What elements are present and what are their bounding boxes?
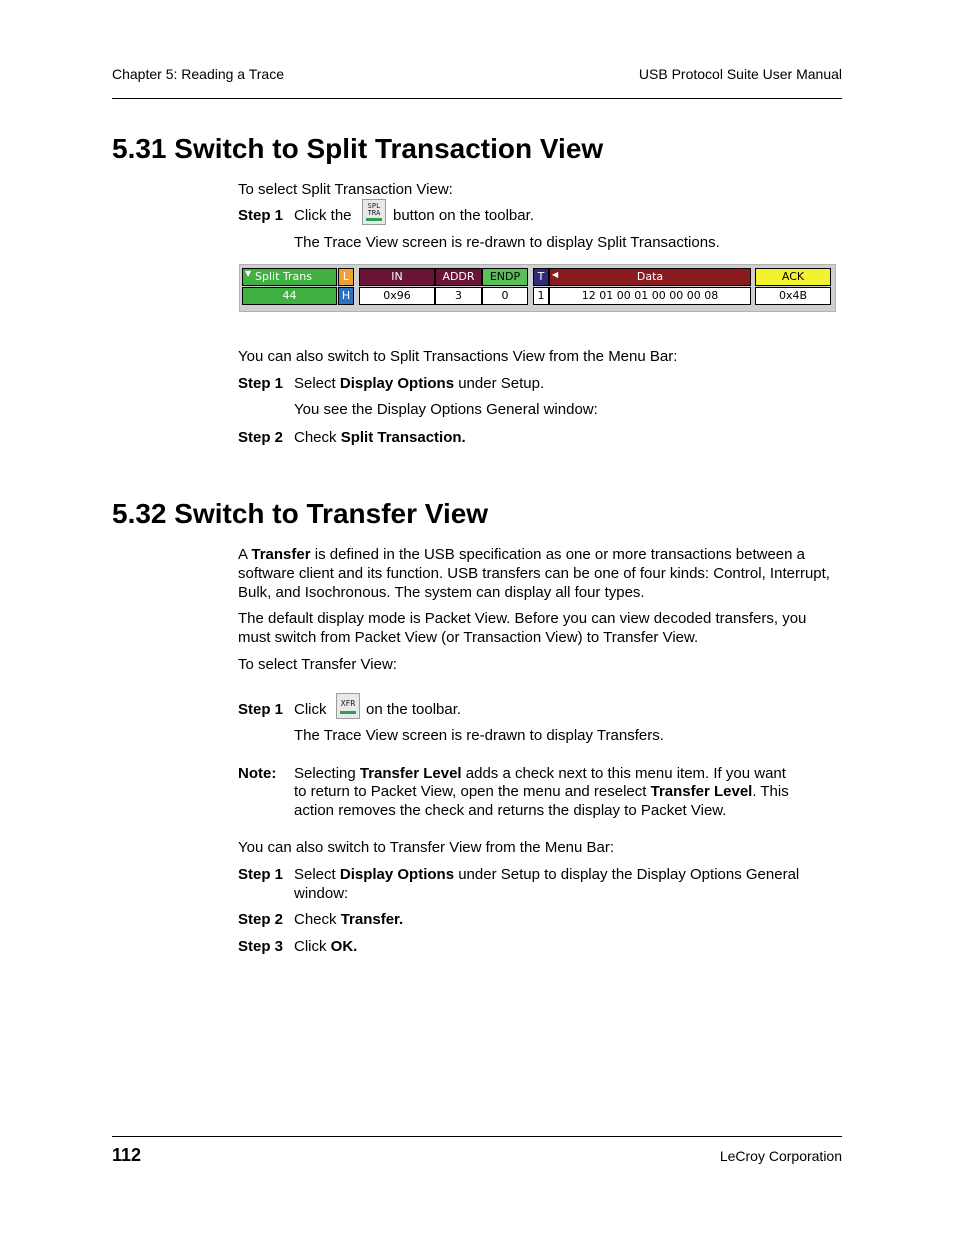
data-header: ◀ Data — [549, 268, 751, 286]
in-value: 0x96 — [359, 287, 435, 305]
split-step1-result: The Trace View screen is re-drawn to display Split Transactions. — [294, 234, 720, 251]
step-label: Step 1 — [238, 701, 284, 718]
step-label: Step 1 — [238, 375, 284, 392]
transfer-toolbar-icon[interactable] — [336, 693, 360, 719]
note-label: Note: — [238, 765, 277, 782]
transfer-step1-post: on the toolbar. — [366, 701, 462, 718]
transfer-p1-line3: Bulk, and Isochronous. The system can display all four types. — [238, 584, 645, 601]
step-label: Step 1 — [238, 207, 284, 224]
transfer-menu-step2: Check Transfer. — [294, 911, 404, 928]
page-number: 112 — [112, 1145, 142, 1165]
split-transaction-toolbar-icon[interactable] — [362, 199, 386, 225]
transfer-menu-step1-line2: window: — [294, 885, 349, 902]
split-step1-post: button on the toolbar. — [393, 207, 534, 224]
transfer-menu-step3: Click OK. — [294, 938, 358, 955]
note-line1: Selecting Transfer Level adds a check next to this menu item. If you want — [294, 765, 786, 782]
split-menu-intro: You can also switch to Split Transactions View from the Menu Bar: — [238, 348, 678, 365]
split-transaction-trace-row — [239, 264, 836, 312]
split-intro: To select Split Transaction View: — [238, 181, 453, 198]
addr-header: ADDR — [435, 268, 482, 286]
running-header-chapter: Chapter 5: Reading a Trace — [112, 66, 284, 82]
addr-value: 3 — [435, 287, 482, 305]
endp-header: ENDP — [482, 268, 528, 286]
split-menu-step1: Select Display Options under Setup. — [294, 375, 545, 392]
split-trans-value: 44 — [242, 287, 337, 305]
footer-rule — [112, 1136, 842, 1137]
transfer-menu-intro: You can also switch to Transfer View from the Menu Bar: — [238, 839, 615, 856]
running-header-title: USB Protocol Suite User Manual — [638, 66, 842, 82]
note-line2: to return to Packet View, open the menu and reselect Transfer Level. This — [294, 783, 789, 800]
icon-bar — [340, 711, 356, 714]
step-label: Step 2 — [238, 911, 284, 928]
ack-value: 0x4B — [755, 287, 831, 305]
icon-text-xfr: XFR — [340, 699, 356, 708]
split-trans-header: ▼ Split Trans — [242, 268, 337, 286]
step-label: Step 2 — [238, 429, 284, 446]
ack-header: ACK — [755, 268, 831, 286]
data-value: 12 01 00 01 00 00 00 08 — [549, 287, 751, 305]
triangle-down-icon: ▼ — [245, 269, 252, 278]
section-heading-transfer-view: 5.32 Switch to Transfer View — [112, 498, 489, 529]
icon-text-tra: TRA — [367, 209, 381, 217]
t-value: 1 — [533, 287, 549, 305]
in-header: IN — [359, 268, 435, 286]
note-line3: action removes the check and returns the display to Packet View. — [294, 802, 727, 819]
transfer-p1-line2: software client and its function. USB transfers can be one of four kinds: Control, Interrupt, — [238, 565, 830, 582]
transfer-step1-pre: Click — [294, 701, 327, 718]
h-header: H — [338, 287, 354, 305]
transfer-menu-step1: Select Display Options under Setup to display the Display Options General — [294, 866, 800, 883]
transfer-intro: To select Transfer View: — [238, 656, 397, 673]
transfer-step1-result: The Trace View screen is re-drawn to display Transfers. — [294, 727, 664, 744]
transfer-p1-line1: A Transfer is defined in the USB specification as one or more transactions between a — [238, 546, 806, 563]
header-rule — [112, 98, 842, 99]
step-label: Step 1 — [238, 866, 284, 883]
icon-text-spl: SPL — [367, 202, 381, 210]
step-label: Step 3 — [238, 938, 284, 955]
transfer-p2-line1: The default display mode is Packet View. Before you can view decoded transfers, you — [238, 610, 807, 627]
split-menu-step1-result: You see the Display Options General window: — [294, 401, 598, 418]
t-header: T — [533, 268, 549, 286]
endp-value: 0 — [482, 287, 528, 305]
split-menu-step2: Check Split Transaction. — [294, 429, 466, 446]
icon-bar — [366, 218, 382, 221]
split-step1-pre: Click the — [294, 207, 352, 224]
footer-company: LeCroy Corporation — [719, 1148, 842, 1164]
transfer-p2-line2: must switch from Packet View (or Transaction View) to Transfer View. — [238, 629, 699, 646]
l-header: L — [338, 268, 354, 286]
triangle-left-icon: ◀ — [552, 270, 559, 279]
section-heading-split-transaction: 5.31 Switch to Split Transaction View — [112, 133, 604, 164]
